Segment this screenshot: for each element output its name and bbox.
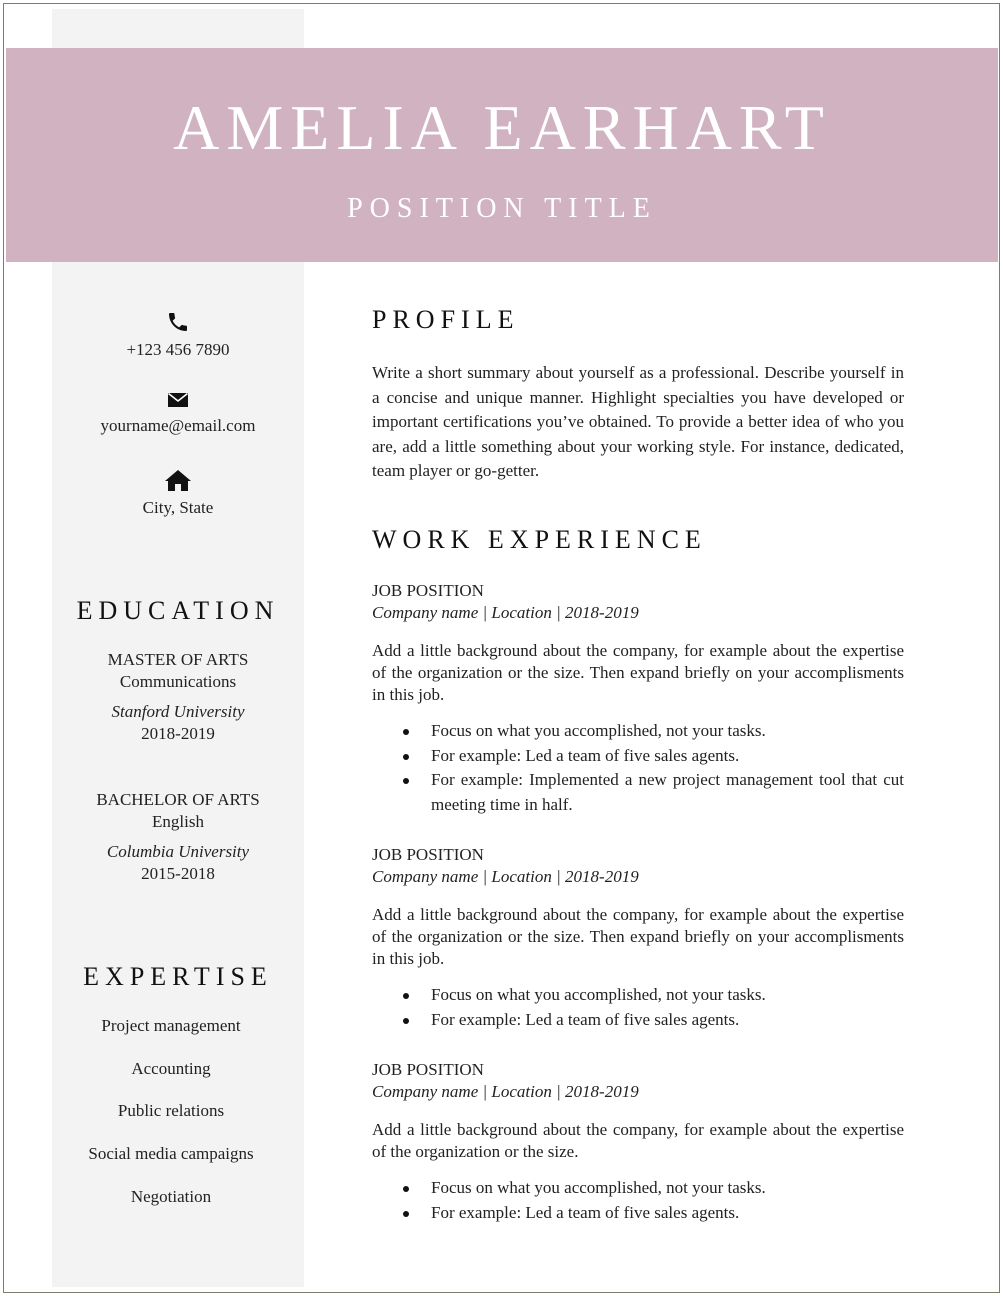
contact-location <box>52 468 304 518</box>
expertise-item: Project management <box>101 1016 241 1035</box>
list-item: For example: Led a team of five sales agents. <box>372 1008 904 1033</box>
location-text: City, State <box>142 498 214 517</box>
phone-text: +123 456 7890 <box>126 340 230 359</box>
education-heading: EDUCATION <box>76 596 280 625</box>
expertise-item: Public relations <box>117 1101 225 1120</box>
years: 2015-2018 <box>141 864 215 883</box>
envelope-icon <box>166 390 190 410</box>
job-entry <box>372 1059 904 1225</box>
list-item: Focus on what you accomplished, not your tasks. <box>372 719 904 744</box>
degree: BACHELOR OF ARTS <box>96 790 260 809</box>
job-position: JOB POSITION <box>372 1060 484 1079</box>
work-heading: WORK EXPERIENCE <box>372 525 707 554</box>
contact-email <box>52 390 304 436</box>
expertise-item: Negotiation <box>130 1187 212 1206</box>
resume-page <box>3 3 1000 1293</box>
profile-section <box>372 305 904 484</box>
job-position: JOB POSITION <box>372 581 484 600</box>
field: Communications <box>119 672 237 691</box>
job-company: Company name | Location | 2018-2019 <box>372 603 639 622</box>
education-entry <box>52 789 304 885</box>
job-company: Company name | Location | 2018-2019 <box>372 1082 639 1101</box>
job-description: Add a little background about the company, for example about the expertise of the organization or the size. Then expand briefly on your accomplisments in this job. <box>372 641 904 704</box>
education-entry <box>52 649 304 745</box>
profile-text: Write a short summary about yourself as a professional. Describe yourself in a concise and unique manner. Highlight specialties you have developed or important certifications you’ve obtained. To provide a better idea of who you are, add a little something about your working style. For instance, dedicated, team player or go-getter. <box>372 363 904 480</box>
email-text: yourname@email.com <box>100 416 256 435</box>
job-description: Add a little background about the company, for example about the expertise of the organization or the size. Then expand briefly on your accomplisments in this job. <box>372 905 904 968</box>
header-banner <box>6 48 998 262</box>
work-heading-block <box>372 525 904 555</box>
job-position: JOB POSITION <box>372 845 484 864</box>
job-company: Company name | Location | 2018-2019 <box>372 867 639 886</box>
candidate-name: AMELIA EARHART <box>173 92 831 163</box>
job-entry <box>372 844 904 1032</box>
job-bullets <box>372 719 904 817</box>
school: Columbia University <box>106 842 250 861</box>
job-bullets <box>372 983 904 1032</box>
field: English <box>152 812 204 831</box>
years: 2018-2019 <box>141 724 215 743</box>
expertise-item: Social media campaigns <box>88 1144 254 1163</box>
expertise-item: Accounting <box>131 1059 211 1078</box>
home-icon <box>164 468 192 492</box>
job-description: Add a little background about the company, for example about the expertise of the organization or the size. <box>372 1120 904 1161</box>
phone-icon <box>166 310 190 334</box>
list-item: Focus on what you accomplished, not your tasks. <box>372 1176 904 1201</box>
job-entry <box>372 580 904 817</box>
job-bullets <box>372 1176 904 1225</box>
contact-phone <box>52 310 304 360</box>
list-item: For example: Led a team of five sales agents. <box>372 744 904 769</box>
list-item: For example: Led a team of five sales agents. <box>372 1201 904 1226</box>
position-title: POSITION TITLE <box>347 193 657 224</box>
list-item: Focus on what you accomplished, not your tasks. <box>372 983 904 1008</box>
profile-heading: PROFILE <box>372 305 520 334</box>
list-item: For example: Implemented a new project management tool that cut meeting time in half. <box>372 768 904 817</box>
degree: MASTER OF ARTS <box>107 650 249 669</box>
expertise-heading: EXPERTISE <box>83 962 273 991</box>
school: Stanford University <box>111 702 245 721</box>
